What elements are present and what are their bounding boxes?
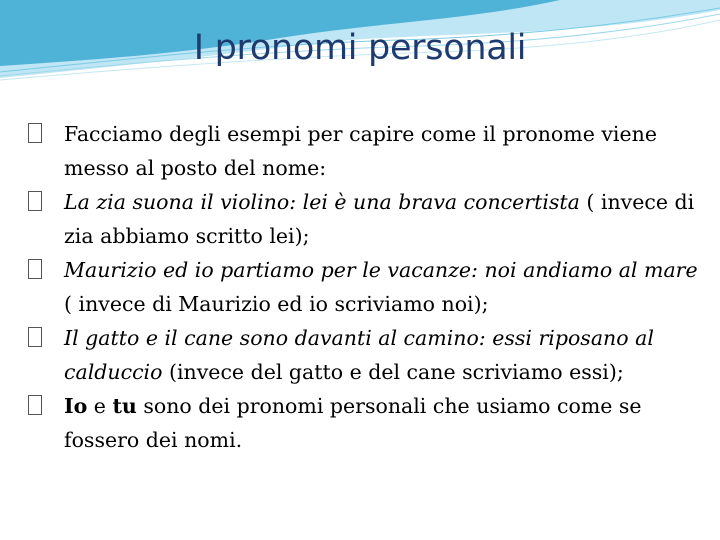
paragraph-text-segment: sono dei pronomi personali che usiamo come se fossero dei nomi. — [64, 394, 642, 452]
bullet-paragraph — [28, 253, 698, 321]
paragraph-text-segment: (invece del gatto e del cane scriviamo essi); — [162, 360, 624, 384]
paragraph-text-segment: Il gatto e il cane sono davanti al camino: essi riposano al calduccio — [64, 326, 654, 384]
bullet-glyph-icon — [28, 395, 42, 415]
bullet-glyph-icon — [28, 259, 42, 279]
paragraph-text-segment: Io — [64, 394, 88, 418]
bullet-paragraph — [28, 117, 698, 185]
paragraph-text-segment: ( invece di Maurizio ed io scriviamo noi); — [64, 292, 489, 316]
bullet-glyph-icon — [28, 123, 42, 143]
bullet-paragraph — [28, 321, 698, 389]
slide-title: I pronomi personali — [193, 28, 527, 68]
paragraph-text-segment: ( invece di zia abbiamo scritto lei); — [64, 190, 695, 248]
paragraph-text-segment: Facciamo degli esempi per capire come il pronome viene messo al posto del nome: — [64, 122, 657, 180]
slide-body — [28, 117, 698, 457]
paragraph-text-segment: Maurizio ed io partiamo per le vacanze: noi andiamo al mare — [64, 258, 698, 282]
bullet-glyph-icon — [28, 191, 42, 211]
bullet-paragraph — [28, 185, 698, 253]
bullet-paragraph — [28, 389, 698, 457]
paragraph-text-segment: e — [87, 394, 113, 418]
paragraph-text-segment: La zia suona il violino: lei è una brava concertista — [64, 190, 580, 214]
bullet-glyph-icon — [28, 327, 42, 347]
paragraph-text-segment: tu — [112, 394, 137, 418]
